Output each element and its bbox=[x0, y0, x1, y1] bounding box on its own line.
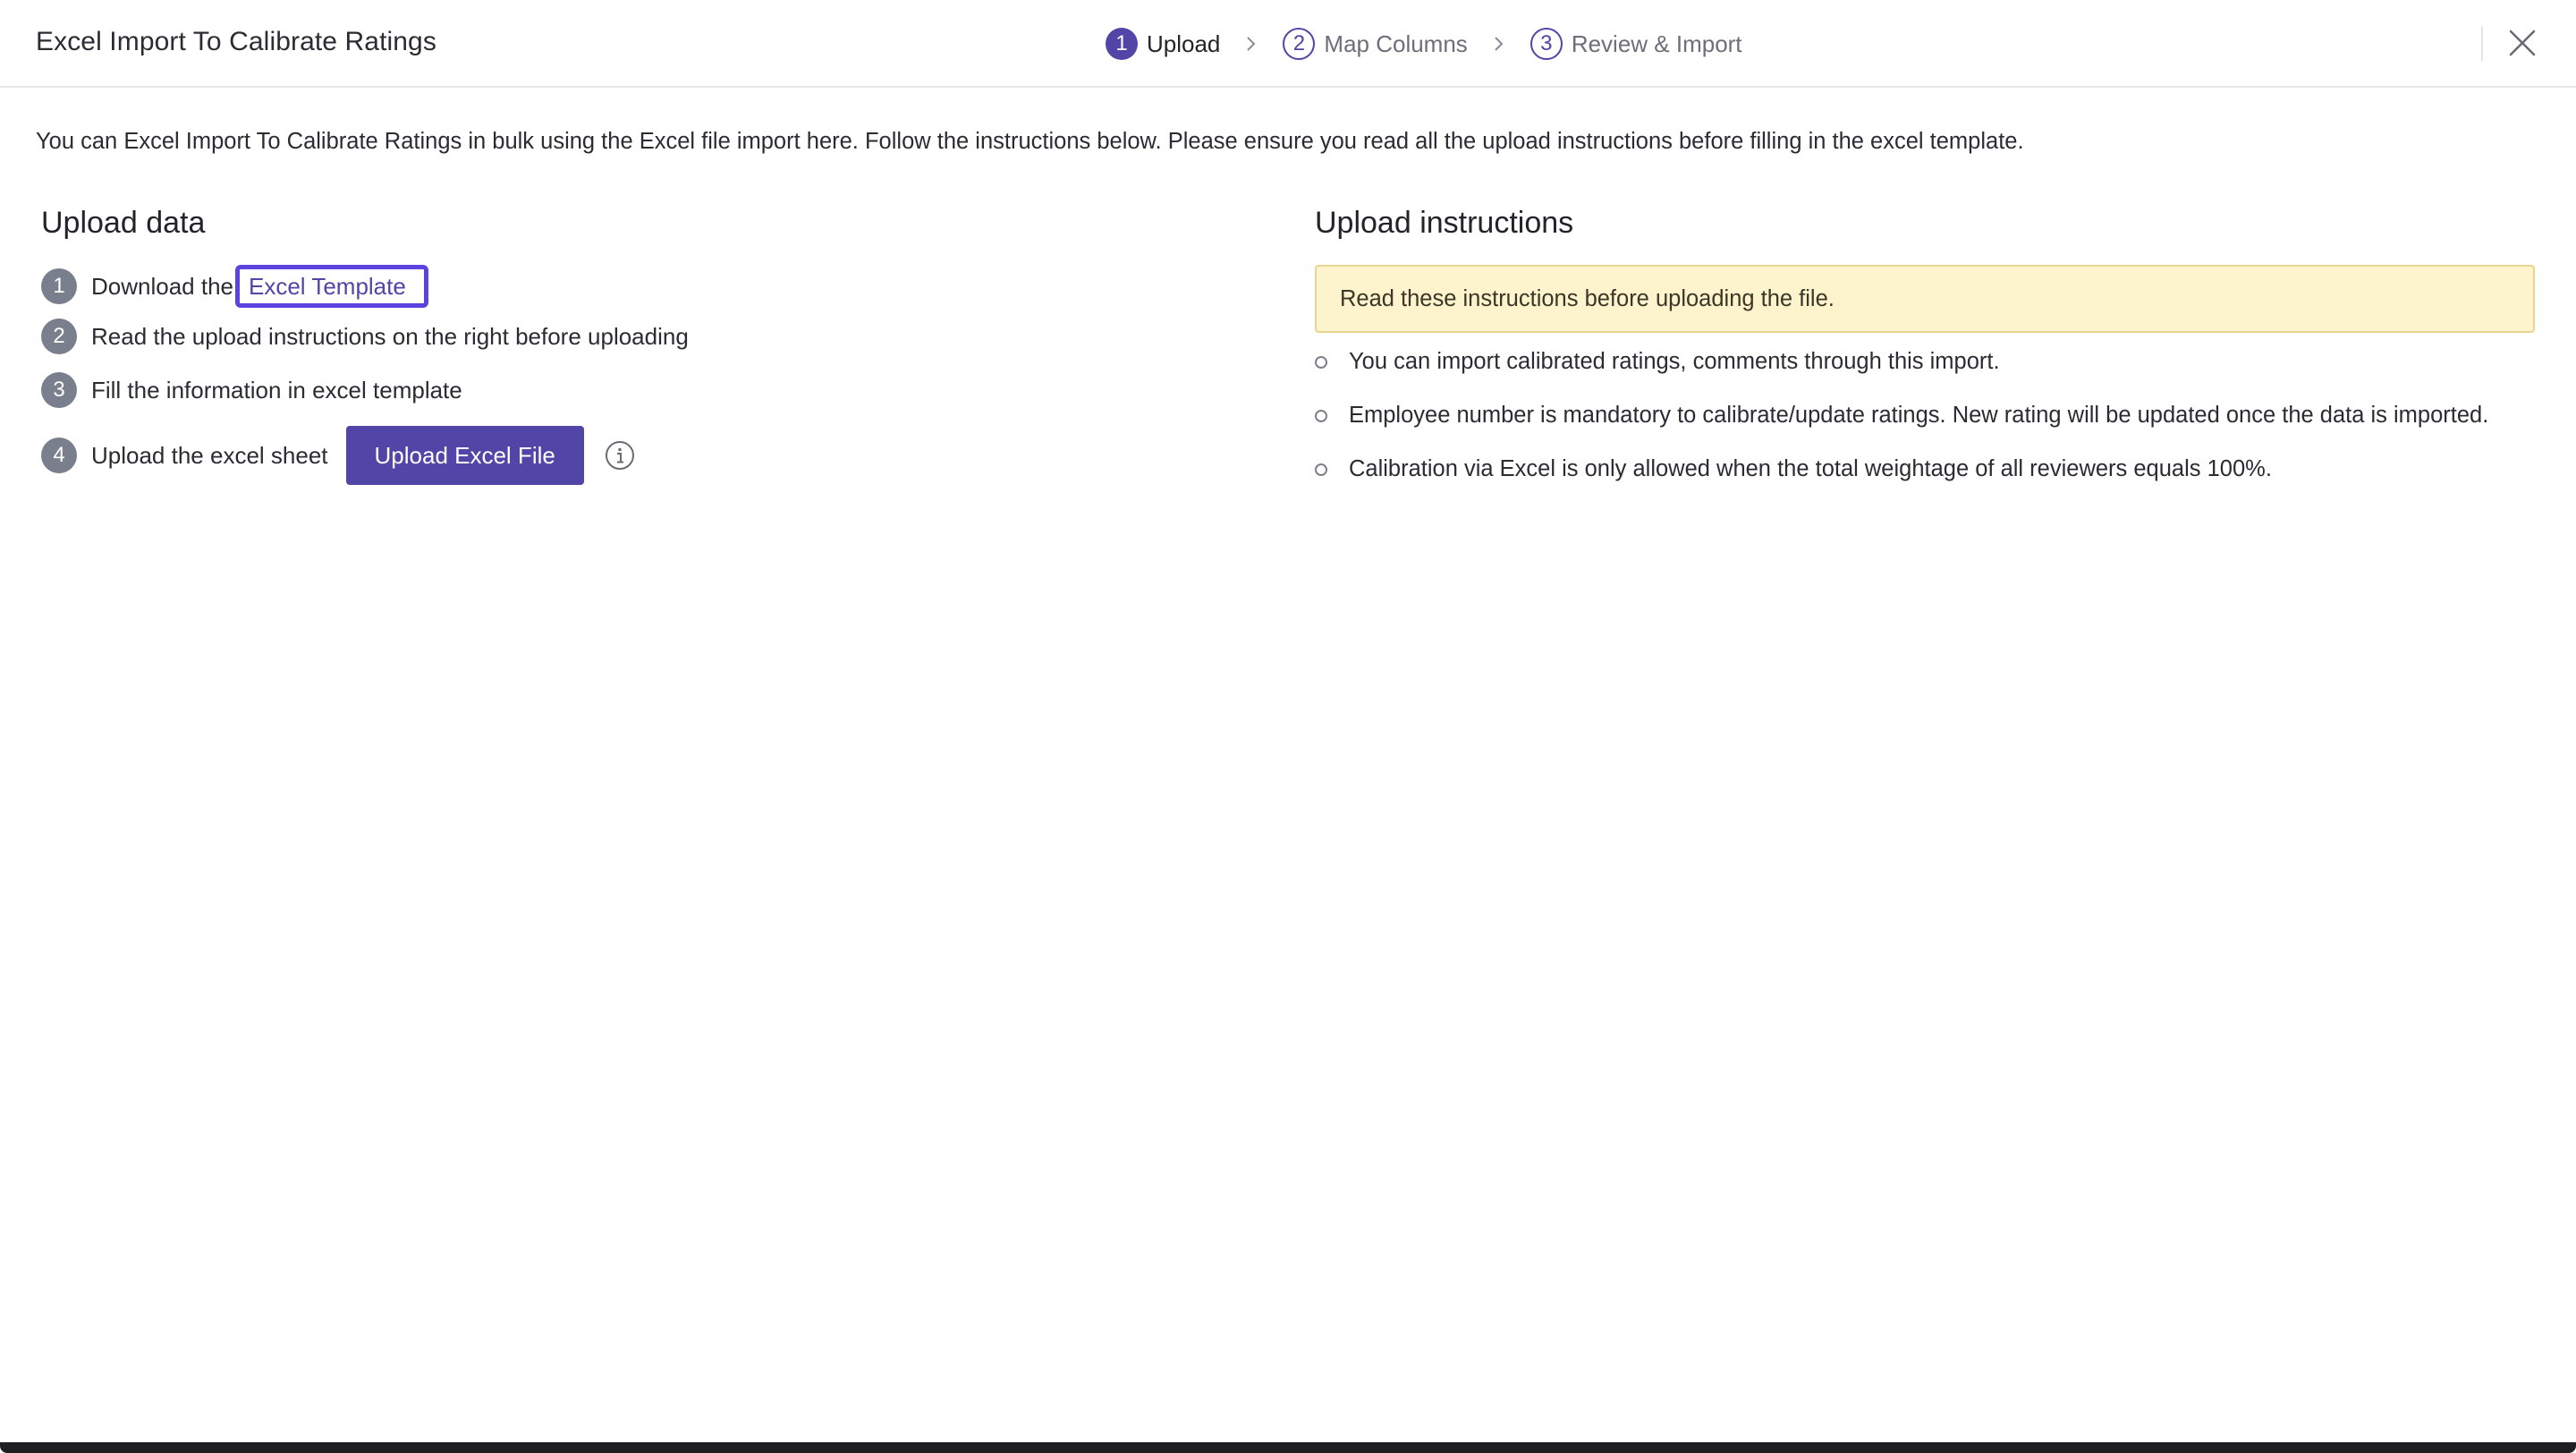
info-icon[interactable] bbox=[604, 439, 636, 472]
bullet-icon bbox=[1315, 410, 1327, 422]
step-number: 3 bbox=[1530, 28, 1563, 60]
step-number-badge: 1 bbox=[41, 268, 77, 304]
step-number: 2 bbox=[1283, 28, 1315, 60]
step-number-badge: 2 bbox=[41, 319, 77, 354]
list-item bbox=[1315, 403, 2488, 429]
step-text: Fill the information in excel template bbox=[91, 376, 462, 404]
excel-template-link[interactable]: Excel Template bbox=[235, 265, 428, 308]
instruction-text: Employee number is mandatory to calibrate/update ratings. New rating will be updated once the data is imported. bbox=[1349, 403, 2489, 428]
bullet-icon bbox=[1315, 463, 1327, 476]
step-label: Upload bbox=[1147, 30, 1221, 57]
upload-instructions-title: Upload instructions bbox=[1315, 206, 1574, 240]
instruction-text: Calibration via Excel is only allowed when the total weightage of all reviewers equals 100%. bbox=[1349, 456, 2272, 481]
instruction-text: You can import calibrated ratings, comments through this import. bbox=[1349, 349, 2000, 374]
step-number-badge: 4 bbox=[41, 438, 77, 473]
upload-step-fill bbox=[41, 372, 462, 408]
list-item bbox=[1315, 456, 2272, 482]
header-divider bbox=[2481, 27, 2483, 61]
step-map-columns[interactable] bbox=[1283, 28, 1467, 60]
dialog-header bbox=[0, 0, 2576, 88]
intro-text: You can Excel Import To Calibrate Ratings in bulk using the Excel file import here. Follow the instructions below. Please ensure you read all the upload instructions before filling in the excel template. bbox=[36, 129, 2024, 154]
step-label: Map Columns bbox=[1324, 30, 1468, 57]
window-bottom-edge bbox=[0, 1442, 2576, 1453]
close-button[interactable] bbox=[2504, 25, 2540, 61]
upload-step-download bbox=[41, 265, 428, 308]
bullet-icon bbox=[1315, 356, 1327, 369]
chevron-right-icon bbox=[1220, 35, 1283, 53]
upload-excel-file-button[interactable]: Upload Excel File bbox=[346, 426, 584, 485]
step-number-badge: 3 bbox=[41, 372, 77, 408]
step-text: Download the bbox=[91, 272, 233, 300]
upload-step-read bbox=[41, 319, 689, 354]
step-number: 1 bbox=[1106, 28, 1138, 60]
upload-data-title: Upload data bbox=[41, 206, 206, 240]
dialog-title: Excel Import To Calibrate Ratings bbox=[36, 27, 436, 56]
upload-step-upload bbox=[41, 426, 636, 485]
chevron-right-icon bbox=[1468, 35, 1530, 53]
step-text: Upload the excel sheet bbox=[91, 441, 328, 469]
close-icon bbox=[2507, 28, 2538, 58]
step-upload[interactable] bbox=[1106, 28, 1220, 60]
step-text: Read the upload instructions on the right before uploading bbox=[91, 322, 689, 350]
list-item bbox=[1315, 349, 2000, 375]
step-review-import[interactable] bbox=[1530, 28, 1742, 60]
step-label: Review & Import bbox=[1571, 30, 1742, 57]
instructions-notice: Read these instructions before uploading the file. bbox=[1315, 265, 2535, 333]
import-stepper bbox=[1106, 27, 1742, 61]
